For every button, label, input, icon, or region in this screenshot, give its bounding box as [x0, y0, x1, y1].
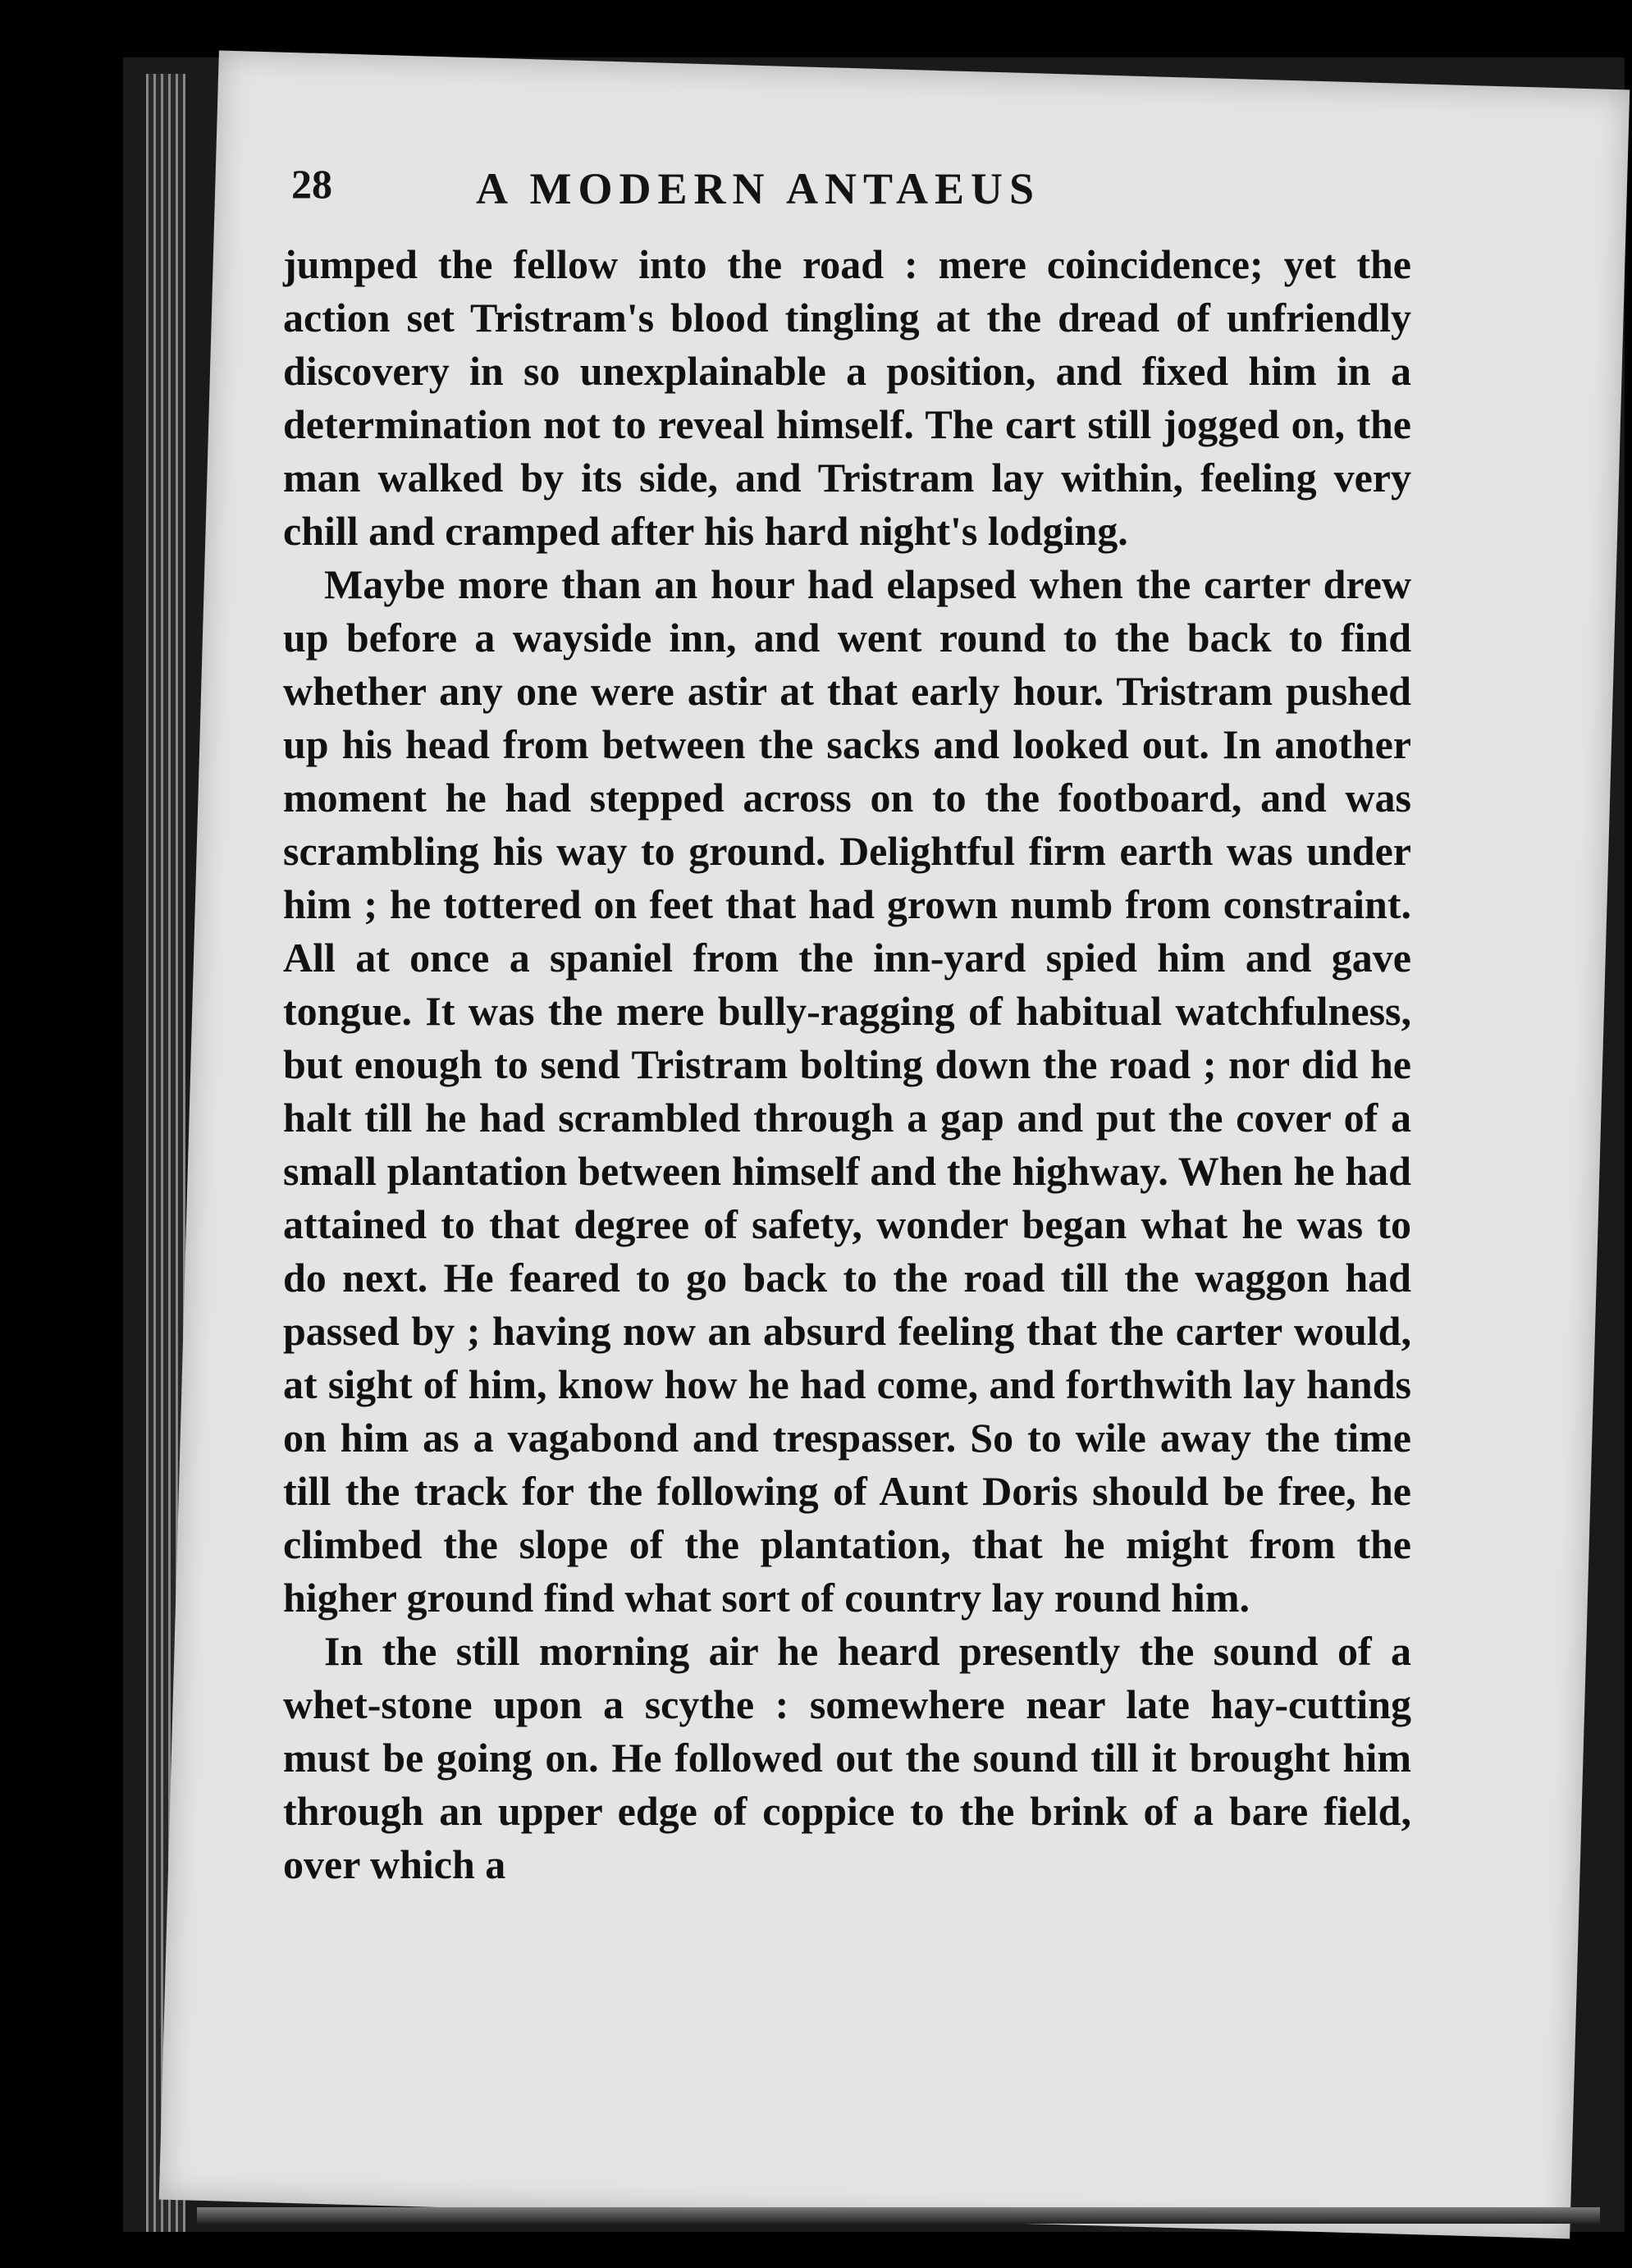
- running-head: [291, 160, 1374, 234]
- paragraph-2: Maybe more than an hour had elapsed when the carter drew up before a wayside inn, and went round to the back to find whether any one were astir at that early hour. Tristram pushed up his head from between the sacks and looked out. In another moment he had stepped across on to the footboard, and was scrambling his way to ground. Delightful firm earth was under him ; he tottered on feet that had grown numb from constraint. All at once a spaniel from the inn-yard spied him and gave tongue. It was the mere bully-ragging of habitual watchfulness, but enough to send Tristram bolting down the road ; nor did he halt till he had scrambled through a gap and put the cover of a small plantation between himself and the highway. When he had attained to that degree of safety, wonder began what he was to do next. He feared to go back to the road till the waggon had passed by ; having now an absurd feeling that the carter would, at sight of him, know how he had come, and forthwith lay hands on him as a vagabond and trespasser. So to wile away the time till the track for the following of Aunt Doris should be free, he climbed the slope of the plantation, that he might from the higher ground find what sort of country lay round him.: [283, 561, 1411, 1621]
- body-text: [283, 238, 1411, 1891]
- paragraph-3: In the still morning air he heard presently the sound of a whet-stone upon a scythe : somewhere near late hay-cutting must be going on. He followed out the sound till it brought him through an upper edge of coppice to the brink of a bare field, over which a: [283, 1628, 1411, 1887]
- page-bottom-edge: [197, 2207, 1600, 2224]
- running-title: A MODERN ANTAEUS: [476, 164, 1041, 213]
- page-number: 28: [291, 161, 332, 207]
- paragraph-1: jumped the fellow into the road : mere coincidence; yet the action set Tristram's blood tingling at the dread of unfriendly discovery in so unexplainable a position, and fixed him in a determination not to reveal himself. The cart still jogged on, the man walked by its side, and Tristram lay within, feeling very chill and cramped after his hard night's lodging.: [283, 241, 1411, 554]
